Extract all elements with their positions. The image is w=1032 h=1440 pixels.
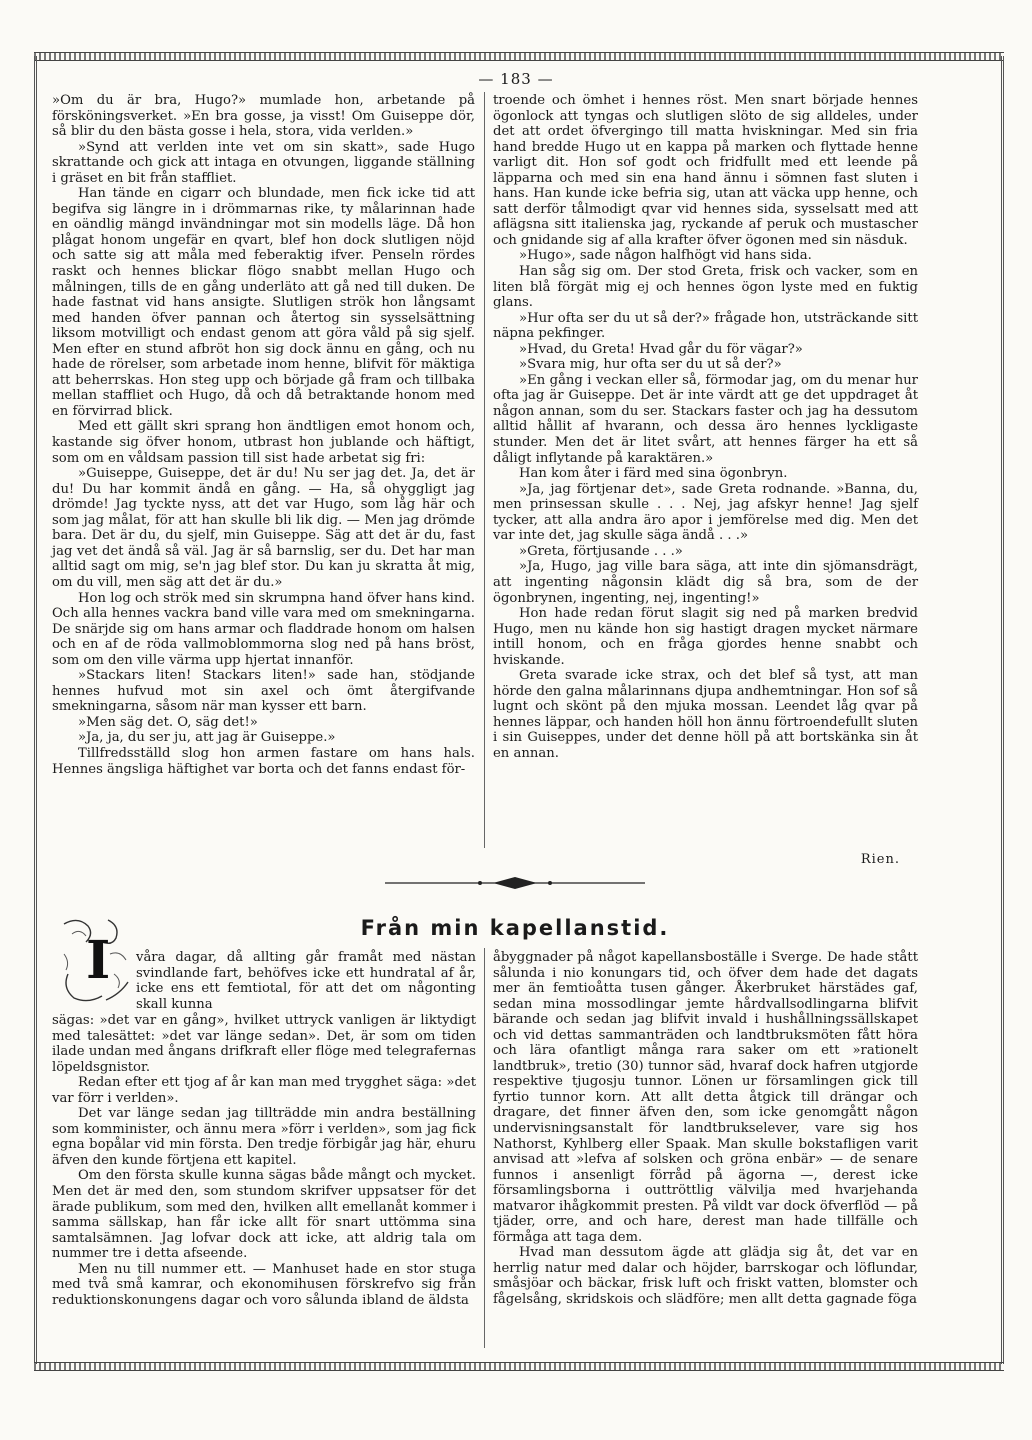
author-signature: Rien.	[860, 852, 900, 867]
story-column-left	[52, 93, 475, 777]
paragraph: »Ja, ja, du ser ju, att jag är Guiseppe.»	[78, 730, 336, 746]
paragraph: våra dagar, då allting går framåt med nästan svindlande fart, behöfves icke ett hundratal af år, icke ens ett femtiotal, för att det om någonting skall kunna	[136, 950, 476, 1012]
paragraph: »En gång i veckan eller så, förmodar jag, om du menar hur ofta jag är Guiseppe. Det är inte värdt att ge det uppdraget åt någon annan, som du ser. Stackars faster och jag ha dessutom alltid hållit af hvarann, och dessa äro hennes lyckligaste stunder. Men det är litet svårt, att hennes färger ha ett så dåligt inflytande på karaktären.»	[493, 372, 918, 466]
paragraph: »Greta, förtjusande . . .»	[519, 543, 683, 559]
paragraph: Men nu till nummer ett. — Manhuset hade en stor stuga med två små kamrar, och ekonomihusen förskrefvo sig från reduktionskonungens dagar och voro sålunda ibland de äldsta	[52, 1261, 476, 1308]
bottom-border	[34, 1362, 1004, 1371]
paragraph: Det var länge sedan jag tillträdde min andra beställning som komminister, och ännu mera »förr i verlden», som jag fick egna bopålar vid min första. Den tredje förbigår jag här, ehuru äfven den kunde förtjena ett kapitel.	[52, 1106, 476, 1168]
paragraph: Hon hade redan förut slagit sig ned på marken bredvid Hugo, men nu kände hon sig hastigt dragen mycket närmare intill honom, och en fråga gjordes henne snabbt och hviskande.	[493, 606, 918, 668]
paragraph: »Men säg det. O, säg det!»	[78, 714, 258, 730]
paragraph: »Hugo», sade någon halfhögt vid hans sida.	[519, 248, 812, 264]
paragraph: Med ett gällt skri sprang hon ändtligen emot honom och, kastande sig öfver honom, utbrast hon jublande och häftigt, som om en våldsam passion till sist hade arbetat sig fri:	[52, 419, 475, 466]
paragraph: »Hur ofta ser du ut så der?» frågade hon, utsträckande sitt näpna pekfinger.	[493, 310, 918, 342]
paragraph: Han såg sig om. Der stod Greta, frisk och vacker, som en liten blå förgät mig ej och hennes ögon lyste med en fuktig glans.	[493, 264, 918, 311]
paragraph: Redan efter ett tjog af år kan man med trygghet säga: »det var förr i verlden».	[52, 1075, 476, 1106]
paragraph: Hvad man dessutom ägde att glädja sig åt, det var en herrlig natur med dalar och höjder, barrskogar och löflundar, småsjöar och bäckar, frisk luft och friskt vatten, blomster och fågelsång, skridskois och slädföre; men allt detta gagnade föga	[493, 1245, 918, 1308]
article-opening	[136, 950, 476, 1012]
story-column-right	[493, 93, 918, 762]
article-title: Från min kapellanstid.	[360, 916, 670, 940]
decorated-initial	[58, 914, 134, 1006]
article-column-right	[493, 950, 918, 1308]
paragraph: »Om du är bra, Hugo?» mumlade hon, arbetande på försköningsverket. »En bra gosse, ja visst! Om Guiseppe dör, så blir du den bästa gosse i hela, stora, vida verlden.»	[52, 93, 475, 140]
paragraph: Om den första skulle kunna sägas både mångt och mycket. Men det är med den, som stundom skrifver uppsatser för det ärade publikum, som med den, hvilken allt emellanåt kommer i samma sällskap, han får icke allt för snart uttömma sina samtalsämnen. Jag lofvar dock att icke, att aldrig tala om nummer tre i detta afseende.	[52, 1168, 476, 1262]
article-column-left	[52, 1013, 476, 1308]
paragraph: »Ja, jag förtjenar det», sade Greta rodnande. »Banna, du, men prinsessan skulle . . . Nej, jag afskyr henne! Jag sjelf tycker, att alla andra äro apor i jemförelse med dig. Men det var inte det, jag skulle säga ändå . . .»	[493, 481, 918, 544]
paragraph: »Ja, Hugo, jag ville bara säga, att inte din sjömansdrägt, att ingenting någonsin klädt dig så bra, som de der ögonbrynen, ingenting, nej, ingenting!»	[493, 559, 918, 606]
paragraph: »Stackars liten! Stackars liten!» sade han, stödjande hennes hufvud mot sin axel och ömt återgifvande smekningarna, såsom när man kysser ett barn.	[52, 668, 475, 715]
section-divider-ornament	[385, 876, 645, 890]
paragraph: Hon log och strök med sin skrumpna hand öfver hans kind. Och alla hennes vackra band ville vara med om smekningarna. De snärjde sig om hans armar och fladdrade honom om halsen och en af de röda vallmoblommorna slog ned på hans bröst, som om den ville värma upp hjertat innanför.	[52, 590, 475, 668]
paragraph: Han kom åter i färd med sina ögonbryn.	[519, 466, 788, 482]
paragraph: Tillfredsställd slog hon armen fastare om hans hals. Hennes ängsliga häftighet var borta och det fanns endast för-	[52, 745, 475, 777]
paragraph: sägas: »det var en gång», hvilket uttryck vanligen är liktydigt med talesättet: »det var länge sedan». Det, är som om tiden ilade undan med ångans drifkraft eller flöge med telegrafernas löpeldsgnistor.	[52, 1013, 476, 1075]
initial-letter: I	[86, 930, 111, 991]
paragraph: troende och ömhet i hennes röst. Men snart började hennes ögonlock att tyngas och slutligen slöto de sig alldeles, under det att ordet öfvergingo till matta hviskningar. Med sin fria hand bredde Hugo ut en kappa på marken och flyttade henne varligt dit. Hon sof godt och fridfullt med ett leende på läpparna och med sin ena hand ännu i sömnen fast sluten i hans. Han kunde icke befria sig, utan att väcka upp henne, och satt derför tålmodigt qvar vid hennes sida, sysselsatt med att aflägsna sitt italienska jag, ryckande af peruk och mustascher och gnidande sig af alla krafter öfver ögonen med sin näsduk.	[493, 93, 918, 248]
paragraph: »Svara mig, hur ofta ser du ut så der?»	[519, 357, 782, 373]
paragraph: Greta svarade icke strax, och det blef så tyst, att man hörde den galna målarinnans djupa andhemtningar. Hon sof så lugnt och skönt på den mjuka mossan. Leendet låg qvar på hennes läppar, och handen höll hon ännu förtroendefullt sluten i sin Guiseppes, under det denne höll på att bortskänka sin åt en annan.	[493, 668, 918, 761]
paragraph: »Hvad, du Greta! Hvad går du för vägar?»	[519, 341, 803, 357]
column-divider	[484, 948, 485, 1348]
paragraph: Han tände en cigarr och blundade, men fick icke tid att begifva sig längre in i drömmarnas rike, ty målarinnan hade en oändlig mängd invändningar mot sin modells läge. Då hon plågat honom ungefär en qvart, blef hon dock slutligen nöjd och satte sig att måla med feberaktig ifver. Penseln rördes raskt och hennes blickar flögo snabbt mellan Hugo och målningen, tills de en gång underläto att gå ned till duken. De hade fastnat vid hans ansigte. Slutligen strök hon långsamt med handen öfver pannan och återtog sin sysselsättning liksom motvilligt och endast genom att göra våld på sig sjelf. Men efter en stund afbröt hon sig dock ännu en gång, och nu hade de rörelser, som arbetade inom henne, blifvit för mäktiga att beherrskas. Hon steg upp och började gå fram och tillbaka mellan staffliet och Hugo, då och då betraktande honom med en förvirrad blick.	[52, 186, 475, 419]
paragraph: »Synd att verlden inte vet om sin skatt», sade Hugo skrattande och gick att intaga en otvungen, liggande ställning i gräset en bit från staffliet.	[52, 139, 475, 186]
page-number: — 183 —	[478, 70, 554, 88]
paragraph: åbyggnader på något kapellansboställe i Sverge. De hade stått sålunda i nio konungars tid, och öfver dem hade det dagats mer än femtioåtta tusen gånger. Åkerbruket härstädes gaf, sedan mina mossodlingar jemte hårdvallsodlingarna blifvit bärande och sedan jag blifvit invald i hushållningssällskapet och vid dettas sammanträden och landtbruksmöten fått höra och lära ofantligt många rara saker om ett »rationelt landtbruk», tretio (30) tunnor säd, hvaraf dock hafren utgjorde respektive tjugosju tunnor. Lönen ur församlingen gick till fyrtio tunnor korn. Att allt detta åtgick till drängar och dragare, det finner äfven den, som icke genomgått någon undervisningsanstalt för landtbrukselever, vare sig hos Nathorst, Kyhlberg eller Spaak. Man skulle bokstafligen varit anvisad att »lefva af solsken och gröna enbär» — de senare funnos i ansenligt förråd på ägorna —, derest icke församlingsborna i outtröttlig välvilja med hvarjehanda matvaror ihågkommit presten. På vildt var dock öfverflöd — på tjäder, orre, and och hare, derest man hade tillfälle och förmåga att taga dem.	[493, 950, 918, 1245]
paragraph: »Guiseppe, Guiseppe, det är du! Nu ser jag det. Ja, det är du! Du har kommit ändå en gång. — Ha, så ohyggligt jag drömde! Jag tyckte nyss, att det var Hugo, som låg här och som jag målat, för att han skulle bli lik dig. — Men jag drömde bara. Det är du, du sjelf, min Guiseppe. Säg att det är du, fast jag vet det ändå så väl. Jag är så barnslig, ser du. Det har man alltid sagt om mig, se'n jag blef stor. Du kan ju skratta åt mig, om du vill, men säg att det är du.»	[52, 466, 475, 590]
column-divider	[484, 92, 485, 848]
